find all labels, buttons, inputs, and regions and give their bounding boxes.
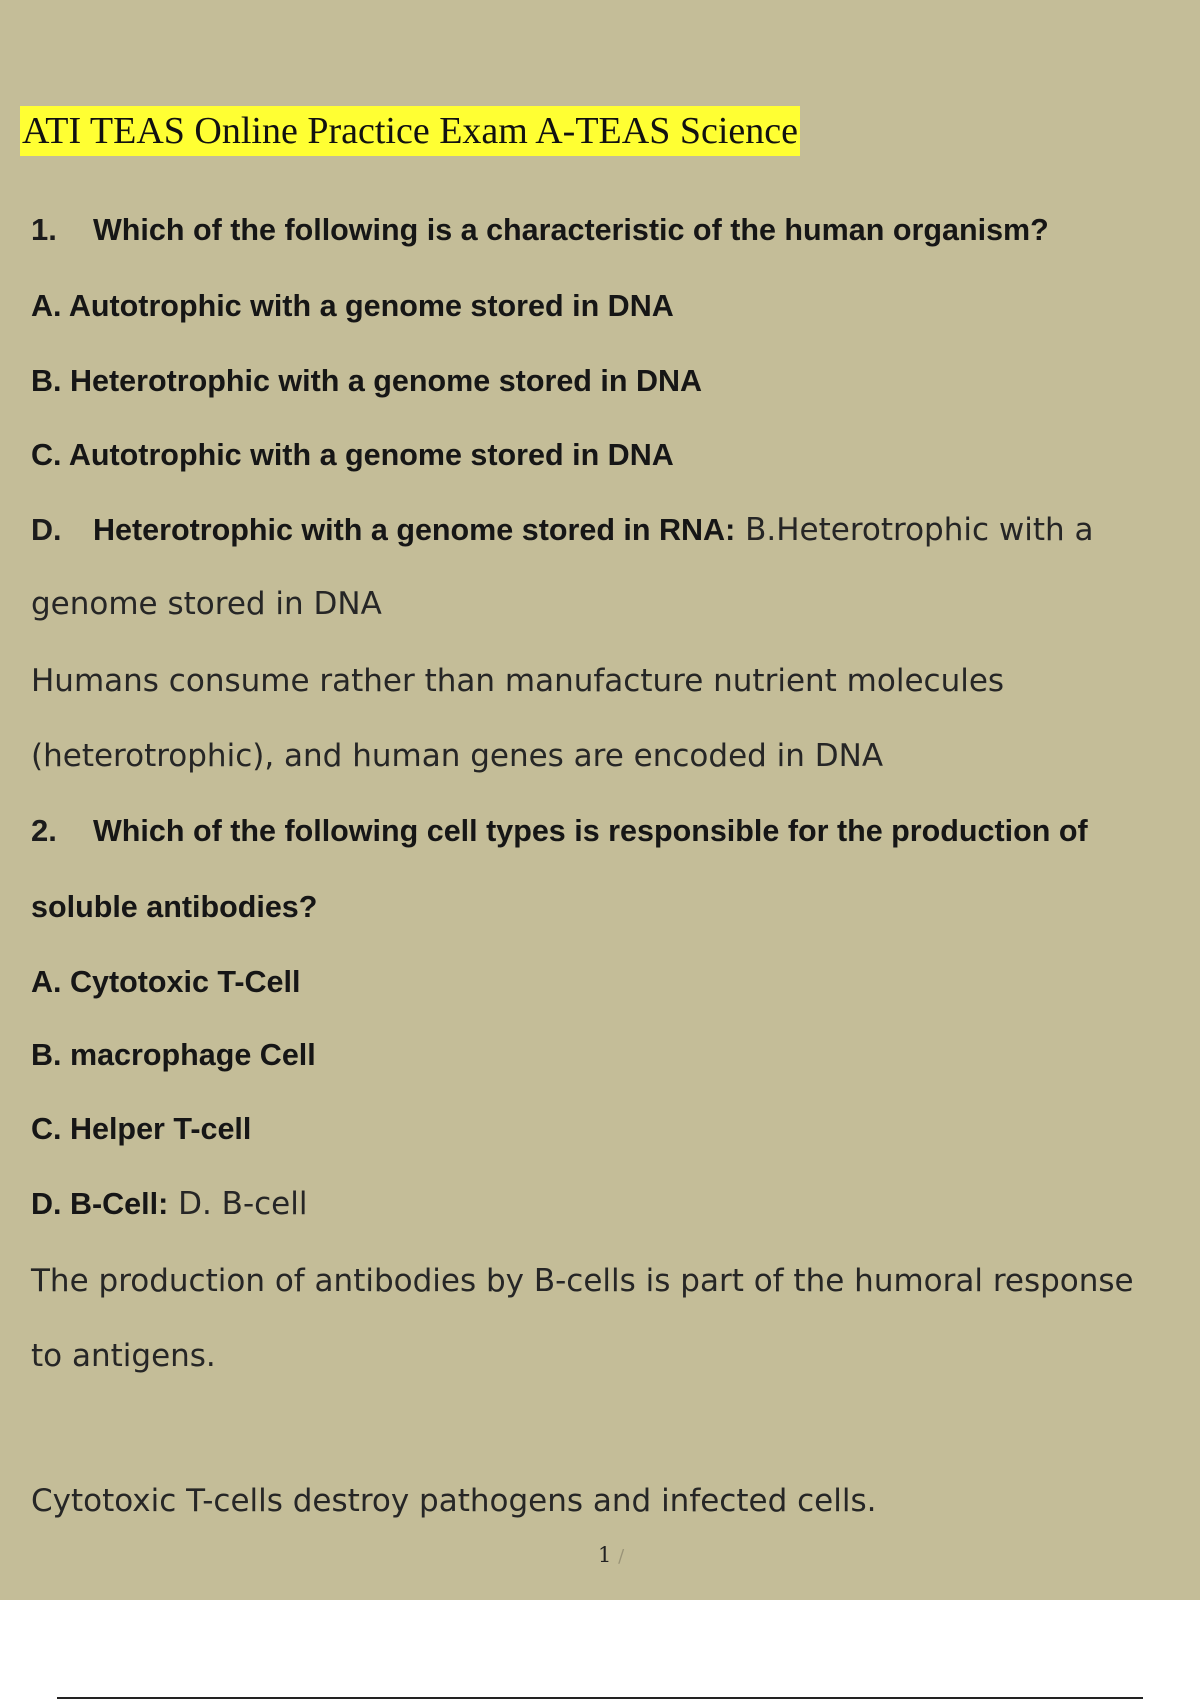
footer-divider (57, 1697, 1143, 1699)
page-number (598, 1540, 624, 1570)
q2-option-a: A. Cytotoxic T-Cell (31, 965, 301, 999)
q2-option-d (31, 1184, 307, 1224)
q1-option-a: A. Autotrophic with a genome stored in DNA (31, 289, 674, 323)
q2-explanation-line-2: to antigens. (31, 1338, 216, 1374)
q1-explanation-line-2: (heterotrophic), and human genes are encoded in DNA (31, 738, 884, 774)
document-title: ATI TEAS Online Practice Exam A-TEAS Science (20, 106, 800, 156)
q2-answer: D. B-cell (168, 1186, 308, 1222)
q1-answer: B.Heterotrophic with a (735, 512, 1094, 548)
question-1-number: 1. (31, 212, 57, 247)
q2-option-d-text: D. B-Cell: (31, 1187, 169, 1221)
q1-option-d-letter: D. (31, 513, 62, 547)
q1-answer-continued: genome stored in DNA (31, 586, 382, 622)
q2-option-b: B. macrophage Cell (31, 1038, 316, 1072)
q1-option-c: C. Autotrophic with a genome stored in DNA (31, 438, 674, 472)
page-number-value: 1 (598, 1543, 612, 1567)
q1-option-d (31, 510, 1094, 550)
question-2 (31, 811, 1088, 851)
question-2-text-continued: soluble antibodies? (31, 890, 318, 924)
q1-option-b: B. Heterotrophic with a genome stored in DNA (31, 364, 703, 398)
q2-option-c: C. Helper T-cell (31, 1112, 252, 1146)
question-2-text: Which of the following cell types is responsible for the production of (93, 814, 1088, 848)
page-number-separator: / (618, 1546, 625, 1567)
q2-explanation-line-3: Cytotoxic T-cells destroy pathogens and infected cells. (31, 1483, 877, 1519)
q1-option-d-text: Heterotrophic with a genome stored in RNA: (93, 513, 736, 547)
q1-explanation-line-1: Humans consume rather than manufacture nutrient molecules (31, 663, 1005, 699)
question-1-text: Which of the following is a characteristic of the human organism? (93, 213, 1049, 247)
q2-explanation-line-1: The production of antibodies by B-cells is part of the humoral response (31, 1263, 1134, 1299)
question-1 (31, 210, 1049, 250)
question-2-number: 2. (31, 813, 57, 848)
